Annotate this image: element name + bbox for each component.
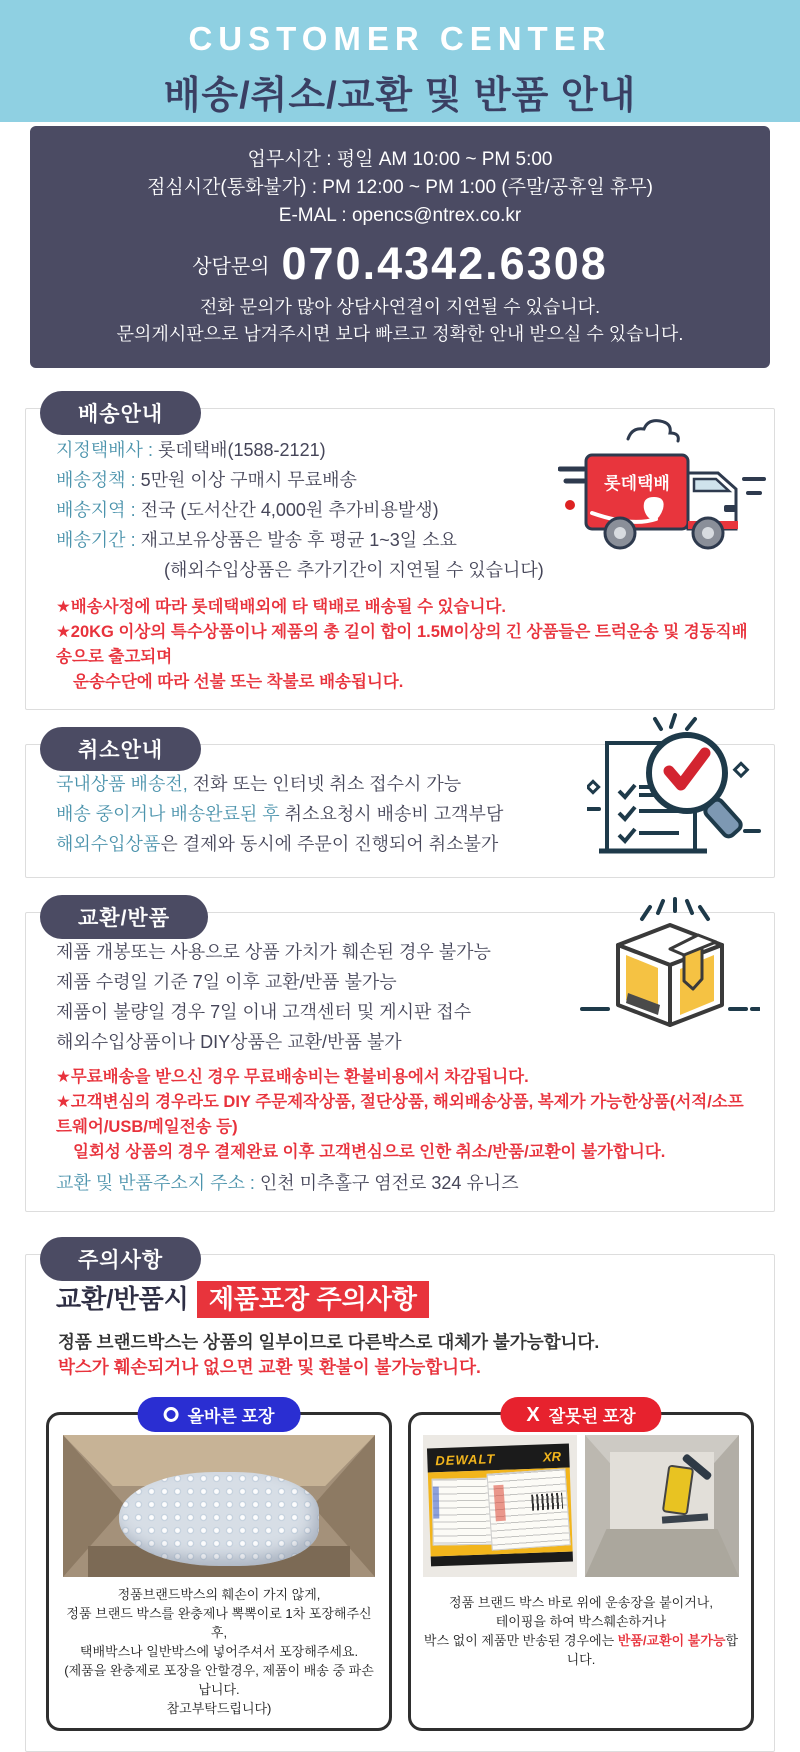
shipping-warn-2b: 운송수단에 따라 선불 또는 착불로 배송됩니다.: [73, 673, 404, 691]
row-label: 지정택배사: [56, 440, 143, 460]
caption-line: 정품브랜드박스의 훼손이 가지 않게,: [117, 1587, 321, 1602]
bad-packing-photos: [423, 1435, 739, 1577]
cancel-row-3: [56, 829, 574, 859]
exchange-warn-2: ★고객변심의 경우라도 DIY 주문제작상품, 절단상품, 해외배송상품, 복제가 가능한상품(서적/소프트웨어/USB/메일전송 등): [56, 1093, 744, 1136]
barcode-shape: [531, 1492, 563, 1511]
truck-icon: [558, 417, 768, 562]
bad-packing-badge: [500, 1397, 661, 1432]
section-exchange: [25, 907, 775, 1212]
section-cancel: [25, 739, 775, 878]
truck-brand-text: 롯데택배: [604, 474, 670, 493]
phone-row: [38, 238, 762, 290]
good-packing-badge: [138, 1397, 301, 1432]
shipping-body: [26, 409, 774, 709]
email-address: E-MAL : opencs@ntrex.co.kr: [278, 205, 522, 226]
xr-mark: XR: [542, 1448, 562, 1465]
x-icon: X: [526, 1403, 540, 1426]
phone-number: 070.4342.6308: [281, 238, 608, 289]
exchange-row-3: 제품이 불량일 경우 7일 이내 고객센터 및 게시판 접수: [56, 1002, 472, 1022]
contact-info-panel: [30, 126, 770, 368]
row-value: 5만원 이상 구매시 무료배송: [140, 470, 357, 490]
row-value: 재고보유상품은 발송 후 평균 1~3일 소요: [140, 530, 457, 550]
row-em: 국내상품 배송전,: [56, 774, 188, 794]
good-packing-photo: [63, 1435, 375, 1577]
row-em: 해외수입상품: [56, 834, 161, 854]
cancel-row-2: [56, 799, 574, 829]
caution-line-2: 박스가 훼손되거나 없으면 교환 및 환불이 불가능합니다.: [58, 1357, 481, 1377]
circle-o-icon: [164, 1407, 179, 1422]
caption-line: 정품 브랜드 박스 바로 위에 운송장을 붙이거나,: [449, 1595, 713, 1610]
exchange-rows: [56, 937, 616, 1057]
brand-box-shape: [427, 1444, 573, 1568]
exchange-row-2: 제품 수령일 기준 7일 이후 교환/반품 불가능: [56, 972, 397, 992]
caption-line: 테이핑을 하여 박스훼손하거나: [495, 1614, 667, 1629]
shipping-row-period-note: (해외수입상품은 추가기간이 지연될 수 있습니다): [164, 560, 544, 580]
row-em: 배송 중이거나 배송완료된 후: [56, 804, 280, 824]
return-address-row: [56, 1169, 754, 1195]
customer-center-title: CUSTOMER CENTER: [188, 20, 612, 57]
phone-label: 상담문의: [192, 256, 270, 278]
label-accent: [493, 1484, 505, 1521]
headlight: [724, 505, 736, 512]
shipping-warn-1: ★배송사정에 따라 롯데택배외에 타 택배로 배송될 수 있습니다.: [56, 598, 506, 616]
caption-segment: 박스 없이 제품만 반송된 경우에는: [423, 1633, 618, 1648]
cancel-row-1: [56, 769, 574, 799]
row-sep: :: [125, 530, 141, 550]
exchange-row-4: 해외수입상품이나 DIY상품은 교환/반품 불가: [56, 1032, 402, 1052]
shipping-label-shape: [486, 1468, 571, 1551]
packing-examples: [46, 1403, 754, 1731]
row-rest: 전화 또는 인터넷 취소 접수시 가능: [187, 774, 462, 794]
bad-photo-labeled-brandbox: [423, 1435, 577, 1577]
bad-packing-box: [408, 1403, 754, 1731]
exchange-row-1: 제품 개봉또는 사용으로 상품 가치가 훼손된 경우 불가능: [56, 942, 491, 962]
row-sep: :: [125, 470, 141, 490]
caption-segment-red: 반품/교환이 불가능: [617, 1633, 726, 1648]
caption-line-mixed: [421, 1631, 741, 1669]
caption-line: (제품을 완충제로 포장을 안할경우, 제품이 배송 중 파손납니다.: [64, 1663, 374, 1697]
row-value: 롯데택배(1588-2121): [157, 440, 326, 460]
row-label: 배송기간: [56, 530, 126, 550]
diamond-accent: [735, 763, 748, 776]
row-sep: :: [125, 500, 141, 520]
page-header: [0, 0, 800, 122]
good-badge-label: 올바른 포장: [187, 1407, 275, 1426]
bad-badge-label: 잘못된 포장: [548, 1407, 636, 1426]
board-note: 문의게시판으로 남겨주시면 보다 빠르고 정확한 안내 받으실 수 있습니다.: [116, 324, 684, 344]
row-rest: 취소요청시 배송비 고객부담: [279, 804, 504, 824]
row-rest: 은 결제와 동시에 주문이 진행되어 취소불가: [160, 834, 499, 854]
good-packing-box: [46, 1407, 392, 1731]
section-shipping-title: 배송안내: [40, 391, 201, 435]
caution-body: [26, 1255, 774, 1751]
section-cancel-title: 취소안내: [40, 727, 201, 771]
cancel-rows: [56, 769, 574, 859]
package-box-icon: [580, 897, 760, 1032]
exchange-warn-2b: 일회성 상품의 경우 결제완료 이후 고객변심으로 인한 취소/반품/교환이 불가합니다.: [73, 1143, 666, 1161]
exchange-warnings: [56, 1065, 754, 1165]
shipping-warnings: [56, 595, 754, 695]
caption-line: 정품 브랜드 박스를 완충제나 뽁뽁이로 1차 포장해주신 후,: [66, 1606, 372, 1640]
section-exchange-title: 교환/반품: [40, 895, 208, 939]
section-shipping: [25, 403, 775, 710]
business-hours: 업무시간 : 평일 AM 10:00 ~ PM 5:00: [247, 149, 553, 170]
page-title: 배송/취소/교환 및 반품 안내: [163, 75, 637, 117]
row-sep: :: [142, 440, 158, 460]
cloud-shape: [628, 421, 678, 441]
label-accent: [433, 1486, 440, 1519]
bad-packing-caption: [421, 1593, 741, 1669]
section-caution: [25, 1249, 775, 1752]
bubble-wrap-shape: [119, 1472, 319, 1566]
brand-box-body: [428, 1468, 573, 1557]
magnifier-checklist-icon: [587, 713, 762, 863]
caution-heading-highlight: 제품포장 주의사항: [197, 1281, 429, 1318]
delivery-truck-illustration: [558, 417, 768, 567]
bad-photo-no-brandbox: [585, 1435, 739, 1577]
speed-dot: [565, 500, 575, 510]
row-value: 전국 (도서산간 4,000원 추가비용발생): [140, 500, 439, 520]
caution-heading-plain: 교환/반품시: [56, 1284, 189, 1314]
brand-text: DEWALT: [435, 1450, 496, 1469]
caution-line-1: 정품 브랜드박스는 상품의 일부이므로 다른박스로 대체가 불가능합니다.: [58, 1332, 600, 1352]
shipping-warn-2: ★20KG 이상의 특수상품이나 제품의 총 길이 합이 1.5M이상의 긴 상품들은 트럭운송 및 경동직배송으로 출고되며: [56, 623, 748, 666]
caption-segment: 합니다.: [566, 1633, 739, 1667]
cancel-check-illustration: [587, 713, 762, 868]
section-caution-title: 주의사항: [40, 1237, 201, 1281]
row-label: 배송지역: [56, 500, 126, 520]
caption-line: 참고부탁드립니다): [166, 1701, 272, 1716]
magnifier-handle: [703, 797, 743, 839]
phone-delay-note: 전화 문의가 많아 상담사연결이 지연될 수 있습니다.: [199, 297, 601, 317]
return-address-value: 인천 미추홀구 염전로 324 유니즈: [259, 1173, 519, 1193]
exchange-warn-1: ★무료배송을 받으신 경우 무료배송비는 환불비용에서 차감됩니다.: [56, 1068, 529, 1086]
row-label: 배송정책: [56, 470, 126, 490]
caution-heading: [56, 1279, 754, 1316]
return-address-label: 교환 및 반품주소지 주소 :: [56, 1173, 260, 1193]
lunch-hours: 점심시간(통화불가) : PM 12:00 ~ PM 1:00 (주말/공휴일 휴무): [146, 177, 654, 198]
caption-line: 택배박스나 일반박스에 넣어주셔서 포장해주세요.: [79, 1644, 359, 1659]
exchange-box-illustration: [580, 897, 760, 1037]
exchange-body: [26, 913, 774, 1211]
good-packing-caption: [59, 1585, 379, 1718]
box-floor-shape: [585, 1529, 739, 1577]
